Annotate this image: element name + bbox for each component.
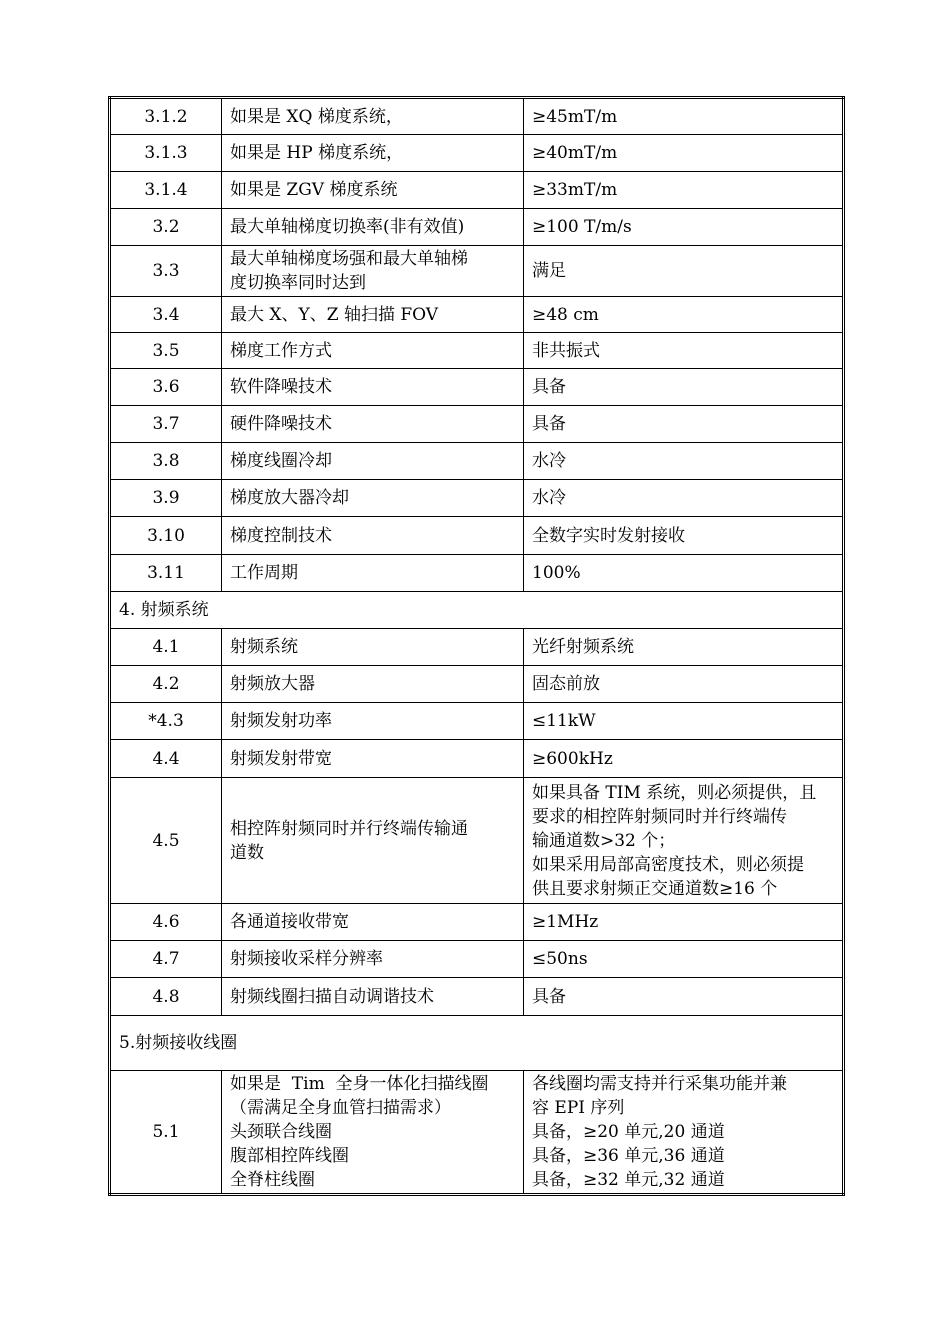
table-row <box>110 209 844 246</box>
item-description-line: 相控阵射频同时并行终端传输通 <box>230 818 468 839</box>
item-requirement: 满足 <box>524 246 844 297</box>
item-description: 射频系统 <box>222 629 524 666</box>
table-row <box>110 369 844 406</box>
table-row <box>110 778 844 904</box>
item-description: 硬件降噪技术 <box>222 406 524 443</box>
item-requirement-line: 输通道数>32 个； <box>532 830 676 851</box>
item-number: 3.2 <box>110 209 222 246</box>
item-requirement: ≥100 T/m/s <box>524 209 844 246</box>
item-requirement-line: 具备，≥20 单元,20 通道 <box>532 1122 725 1142</box>
section-row <box>110 592 844 629</box>
item-description: 最大 X、Y、Z 轴扫描 FOV <box>222 297 524 333</box>
item-description: 各通道接收带宽 <box>222 904 524 941</box>
table-row <box>110 555 844 592</box>
table-row <box>110 443 844 480</box>
item-requirement: 具备 <box>524 369 844 406</box>
item-description: 工作周期 <box>222 555 524 592</box>
item-requirement: 具备 <box>524 978 844 1016</box>
item-number: 3.7 <box>110 406 222 443</box>
table-row <box>110 172 844 209</box>
item-description-line: （需满足全身血管扫描需求） <box>230 1098 451 1118</box>
table-row <box>110 629 844 666</box>
item-number: 3.6 <box>110 369 222 406</box>
item-description-line: 最大单轴梯度场强和最大单轴梯 <box>230 249 468 269</box>
table-row <box>110 135 844 172</box>
item-description: 最大单轴梯度切换率(非有效值) <box>222 209 524 246</box>
item-number: 4.1 <box>110 629 222 666</box>
item-requirement: 水冷 <box>524 480 844 517</box>
item-requirement: 100% <box>524 555 844 592</box>
section-heading: 5.射频接收线圈 <box>110 1016 844 1071</box>
spec-table <box>108 96 845 1196</box>
item-requirement-line: 如果采用局部高密度技术，则必须提 <box>532 854 804 875</box>
item-requirement: ≥33mT/m <box>524 172 844 209</box>
item-description-line: 度切换率同时达到 <box>230 273 366 293</box>
table-row <box>110 406 844 443</box>
table-row <box>110 98 844 135</box>
item-requirement: ≤11kW <box>524 703 844 740</box>
item-requirement: ≤50ns <box>524 941 844 978</box>
table-row <box>110 978 844 1016</box>
item-description: 如果是 XQ 梯度系统， <box>222 98 524 135</box>
item-requirement <box>524 778 844 904</box>
item-requirement: 固态前放 <box>524 666 844 703</box>
item-requirement-line: 供且要求射频正交通道数≥16 个 <box>532 878 778 899</box>
item-description-line: 道数 <box>230 842 264 863</box>
item-requirement-line: 具备，≥36 单元,36 通道 <box>532 1146 725 1166</box>
item-number: 5.1 <box>110 1071 222 1195</box>
table-row <box>110 517 844 555</box>
item-description <box>222 1071 524 1195</box>
item-requirement: 非共振式 <box>524 333 844 369</box>
item-requirement: ≥600kHz <box>524 740 844 778</box>
item-description: 如果是 ZGV 梯度系统 <box>222 172 524 209</box>
table-row <box>110 1071 844 1195</box>
item-number: 3.8 <box>110 443 222 480</box>
table-row <box>110 297 844 333</box>
item-description: 射频发射带宽 <box>222 740 524 778</box>
item-number: *4.3 <box>110 703 222 740</box>
section-heading: 4. 射频系统 <box>110 592 844 629</box>
table-row <box>110 740 844 778</box>
section-row <box>110 1016 844 1071</box>
item-description <box>222 246 524 297</box>
item-description: 射频放大器 <box>222 666 524 703</box>
item-requirement: 具备 <box>524 406 844 443</box>
table-row <box>110 666 844 703</box>
item-number: 3.1.3 <box>110 135 222 172</box>
item-requirement <box>524 1071 844 1195</box>
item-requirement: ≥45mT/m <box>524 98 844 135</box>
item-number: 3.3 <box>110 246 222 297</box>
table-row <box>110 246 844 297</box>
item-requirement-line: 各线圈均需支持并行采集功能并兼 <box>532 1074 787 1094</box>
item-requirement: 光纤射频系统 <box>524 629 844 666</box>
item-requirement-line: 容 EPI 序列 <box>532 1098 625 1118</box>
item-description: 射频线圈扫描自动调谐技术 <box>222 978 524 1016</box>
item-number: 3.5 <box>110 333 222 369</box>
item-description-line: 头颈联合线圈 <box>230 1122 332 1142</box>
table-row <box>110 480 844 517</box>
table-row <box>110 941 844 978</box>
item-number: 3.1.4 <box>110 172 222 209</box>
item-description: 软件降噪技术 <box>222 369 524 406</box>
item-description: 梯度线圈冷却 <box>222 443 524 480</box>
item-requirement-line: 要求的相控阵射频同时并行终端传 <box>532 806 787 827</box>
item-requirement-line: 具备，≥32 单元,32 通道 <box>532 1170 725 1190</box>
item-requirement: ≥1MHz <box>524 904 844 941</box>
item-number: 4.6 <box>110 904 222 941</box>
item-number: 4.4 <box>110 740 222 778</box>
item-number: 4.8 <box>110 978 222 1016</box>
item-description: 射频接收采样分辨率 <box>222 941 524 978</box>
item-number: 4.7 <box>110 941 222 978</box>
item-number: 4.2 <box>110 666 222 703</box>
item-description-line: 腹部相控阵线圈 <box>230 1146 349 1166</box>
item-requirement: 水冷 <box>524 443 844 480</box>
item-number: 3.11 <box>110 555 222 592</box>
item-description <box>222 778 524 904</box>
item-requirement-line: 如果具备 TIM 系统，则必须提供，且 <box>532 782 817 803</box>
item-description-line: 全脊柱线圈 <box>230 1170 315 1190</box>
item-requirement: ≥48 cm <box>524 297 844 333</box>
item-requirement: ≥40mT/m <box>524 135 844 172</box>
item-description: 梯度工作方式 <box>222 333 524 369</box>
item-description: 梯度放大器冷却 <box>222 480 524 517</box>
item-description-line: 如果是 Tim 全身一体化扫描线圈 <box>230 1074 489 1094</box>
table-row <box>110 703 844 740</box>
item-number: 3.10 <box>110 517 222 555</box>
item-number: 4.5 <box>110 778 222 904</box>
item-requirement: 全数字实时发射接收 <box>524 517 844 555</box>
table-row <box>110 904 844 941</box>
table-row <box>110 333 844 369</box>
item-number: 3.9 <box>110 480 222 517</box>
item-number: 3.1.2 <box>110 98 222 135</box>
item-description: 梯度控制技术 <box>222 517 524 555</box>
item-description: 如果是 HP 梯度系统， <box>222 135 524 172</box>
item-number: 3.4 <box>110 297 222 333</box>
item-description: 射频发射功率 <box>222 703 524 740</box>
